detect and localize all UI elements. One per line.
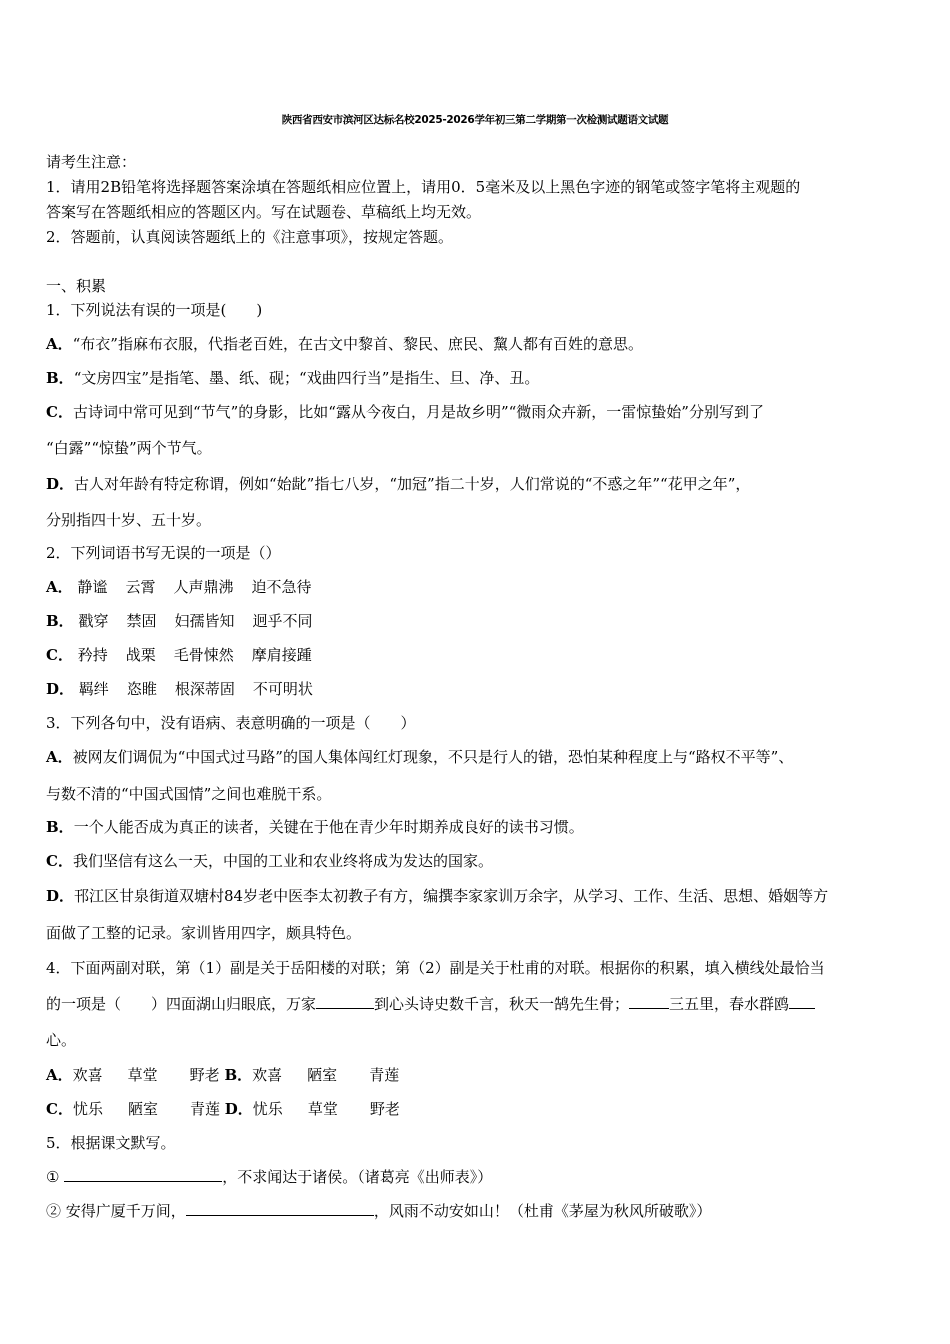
word: 矜持 (77, 646, 108, 664)
option-text: 古人对年龄有特定称谓，例如“始龀”指七八岁，“加冠”指二十岁，人们常说的“不惑之年”“花甲之年”， (74, 475, 751, 493)
question-4-options-cd (46, 1099, 400, 1119)
notice-item-1-line-2: 答案写在答题纸相应的答题区内。写在试题卷、草稿纸上均无效。 (46, 203, 482, 221)
word: 静谧 (77, 578, 108, 596)
question-4-stem-line-1: 4．下面两副对联，第（1）副是关于岳阳楼的对联；第（2）副是关于杜甫的对联。根据你的积累，填入横线处最恰当 (46, 959, 825, 977)
word: 迥乎不同 (252, 612, 313, 630)
question-3-option-d (46, 886, 828, 906)
notice-heading: 请考生注意： (46, 153, 137, 171)
question-4-stem-line-3: 心。 (46, 1031, 77, 1049)
item-number: ② (46, 1202, 62, 1220)
option-label: D． (46, 680, 75, 698)
question-3-stem: 3．下列各句中，没有语病、表意明确的一项是（ ） (46, 714, 416, 732)
notice-item-2: 2．答题前，认真阅读答题纸上的《注意事项》，按规定答题。 (46, 228, 454, 246)
option-label: B． (224, 1066, 253, 1084)
stem-text: 的一项是（ ）四面湖山归眼底，万家 (46, 995, 317, 1013)
word: 人声鼎沸 (173, 578, 234, 596)
page-title: 陕西省西安市滨河区达标名校2025-2026学年初三第二学期第一次检测试题语文试题 (281, 114, 669, 126)
word: 野老 (369, 1100, 400, 1118)
word: 战栗 (125, 646, 156, 664)
option-label: D． (224, 1100, 253, 1118)
question-1-option-d-cont: 分别指四十岁、五十岁。 (46, 511, 212, 529)
word: 青莲 (369, 1066, 400, 1084)
question-1-option-c (46, 402, 764, 422)
option-text: 被网友们调侃为“中国式过马路”的国人集体闯红灯现象，不只是行人的错，恐怕某种程度上与“路权不平等”、 (72, 748, 794, 766)
word: 戳穿 (78, 612, 109, 630)
word: 陋室 (307, 1066, 338, 1084)
item-text: 安得广厦千万间， (65, 1202, 186, 1220)
question-2-option-a (46, 577, 311, 597)
option-text: 一个人能否成为真正的读者，关键在于他在青少年时期养成良好的读书习惯。 (73, 818, 584, 836)
word: 摩肩接踵 (251, 646, 312, 664)
option-label: C． (46, 852, 73, 870)
option-label: B． (46, 612, 74, 630)
item-text: ，不求闻达于诸侯。（诸葛亮《出师表》） (222, 1168, 493, 1186)
option-text: 邗江区甘泉街道双塘村84岁老中医李太初教子有方，编撰李家家训万余字，从学习、工作、生活、思想、婚姻等方 (74, 887, 829, 905)
question-5-item-2 (46, 1201, 711, 1221)
fill-blank-2[interactable] (629, 994, 669, 1009)
word: 恣睢 (126, 680, 157, 698)
option-label: B． (46, 818, 74, 836)
word: 野老 (189, 1066, 220, 1084)
word: 妇孺皆知 (174, 612, 235, 630)
question-3-option-a-cont: 与数不清的“中国式国情”之间也难脱干系。 (46, 785, 332, 803)
word: 草堂 (307, 1100, 338, 1118)
question-5-item-1 (46, 1167, 492, 1187)
stem-text: 三五里，春水群鸥 (669, 995, 790, 1013)
question-3-option-c (46, 851, 493, 871)
word: 青莲 (189, 1100, 220, 1118)
item-number: ① (46, 1168, 60, 1186)
option-label: C． (46, 646, 73, 664)
question-1-option-a (46, 334, 643, 354)
word: 忧乐 (72, 1100, 103, 1118)
word: 羁绊 (78, 680, 109, 698)
fill-blank-1[interactable] (316, 994, 374, 1009)
option-label: A． (46, 748, 73, 766)
word: 不可明状 (252, 680, 313, 698)
question-5-stem: 5．根据课文默写。 (46, 1134, 176, 1152)
option-label: C． (46, 403, 73, 421)
word: 毛骨悚然 (173, 646, 234, 664)
fill-blank-item-1[interactable] (64, 1167, 222, 1182)
question-3-option-b (46, 817, 584, 837)
word: 欢喜 (252, 1066, 283, 1084)
word: 云霄 (125, 578, 156, 596)
option-text: 我们坚信有这么一天，中国的工业和农业终将成为发达的国家。 (72, 852, 493, 870)
question-2-option-d (46, 679, 313, 699)
fill-blank-3[interactable] (789, 994, 815, 1009)
option-label: A． (46, 578, 73, 596)
word: 忧乐 (252, 1100, 283, 1118)
question-4-stem-line-2 (46, 994, 815, 1014)
option-text: “文房四宝”是指笔、墨、纸、砚；“戏曲四行当”是指生、旦、净、丑。 (73, 369, 540, 387)
notice-item-1-line-1: 1．请用2B铅笔将选择题答案涂填在答题纸相应位置上，请用0．5毫米及以上黑色字迹的钢笔或签字笔将主观题的 (46, 178, 801, 196)
question-1-option-c-cont: “白露”“惊蛰”两个节气。 (46, 439, 212, 457)
question-1-stem: 1．下列说法有误的一项是( ) (46, 301, 263, 319)
word: 根深蒂固 (174, 680, 235, 698)
word: 禁固 (126, 612, 157, 630)
option-label: A． (46, 335, 73, 353)
option-label: D． (46, 475, 75, 493)
question-2-option-b (46, 611, 313, 631)
word: 陋室 (127, 1100, 158, 1118)
word: 草堂 (127, 1066, 158, 1084)
section-heading: 一、积累 (46, 277, 107, 295)
question-3-option-a (46, 747, 793, 767)
stem-text: 到心头诗史数千言，秋天一鹄先生骨； (374, 995, 630, 1013)
question-1-option-d (46, 474, 750, 494)
item-text: ，风雨不动安如山！（杜甫《茅屋为秋风所破歌》） (373, 1202, 712, 1220)
question-4-options-ab (46, 1065, 399, 1085)
question-2-stem: 2．下列词语书写无误的一项是（） (46, 544, 281, 562)
option-label: B． (46, 369, 74, 387)
word: 欢喜 (72, 1066, 103, 1084)
question-1-option-b (46, 368, 539, 388)
option-text: “布衣”指麻布衣服，代指老百姓，在古文中黎首、黎民、庶民、黧人都有百姓的意思。 (72, 335, 643, 353)
option-label: C． (46, 1100, 73, 1118)
question-2-option-c (46, 645, 312, 665)
option-label: D． (46, 887, 75, 905)
option-label: A． (46, 1066, 73, 1084)
option-text: 古诗词中常可见到“节气”的身影，比如“露从今夜白，月是故乡明”“微雨众卉新，一雷惊蛰始”分别写到了 (72, 403, 764, 421)
question-3-option-d-cont: 面做了工整的记录。家训皆用四字，颇具特色。 (46, 924, 362, 942)
fill-blank-item-2[interactable] (186, 1201, 374, 1216)
word: 迫不急待 (251, 578, 312, 596)
